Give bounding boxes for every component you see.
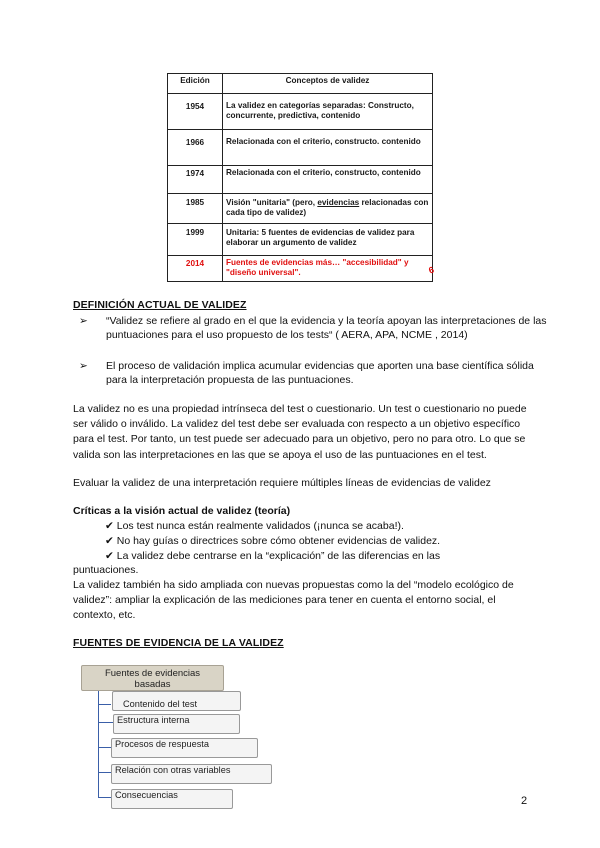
diagram-connector (98, 722, 113, 723)
table-cell-concept (223, 256, 436, 282)
check-item-text: No hay guías o directrices sobre cómo obtener evidencias de validez. (116, 535, 441, 547)
critiques-continuation: puntuaciones. (73, 564, 139, 576)
concept-text-part: Visión "unitaria" (pero, (226, 198, 318, 207)
diagram-node-structure: Estructura interna (113, 714, 240, 734)
concept-line: Unitaria: 5 fuentes de evidencias de validez para (226, 228, 415, 237)
validity-history-table (167, 73, 436, 282)
underlined-evidencias: evidencias (317, 198, 360, 207)
table-cell-year: 2014 (168, 256, 223, 282)
table-cell-concept: Relacionada con el criterio, constructo, contenido (223, 166, 433, 194)
table-row (168, 94, 433, 130)
check-item (105, 534, 440, 549)
diagram-connector (98, 704, 111, 705)
diagram-node-relation: Relación con otras variables (111, 764, 272, 784)
check-item-text: La validez debe centrarse en la “explicación” de las diferencias en las (116, 550, 441, 562)
table-cell-concept (223, 194, 433, 224)
critiques-heading: Críticas a la visión actual de validez (teoría) (73, 505, 291, 517)
diagram-node-consequences: Consecuencias (111, 789, 233, 809)
arrow-bullet-icon: ➢ (79, 315, 88, 327)
table-header-concepts: Conceptos de validez (223, 74, 433, 94)
check-item (105, 519, 404, 534)
table-cell-concept (223, 224, 433, 256)
table-row (168, 130, 433, 166)
validity-paragraph-2: Evaluar la validez de una interpretación requiere múltiples líneas de evidencias de validez (73, 477, 491, 489)
diagram-connector (98, 747, 111, 748)
ecological-model-paragraph: La validez también ha sido ampliada con nuevas propuestas como la del “modelo ecológico de validez”: ampliar la explicación de las mediciones para tener en cuenta el entorno social, el contexto, etc. (73, 579, 514, 622)
root-line: Fuentes de evidencias (104, 668, 201, 679)
table-cell-concept: Relacionada con el criterio, constructo. contenido (223, 130, 433, 166)
check-icon: ✔ (105, 535, 114, 547)
table-cell-concept: La validez en categorías separadas: Constructo, concurrente, predictiva, contenido (223, 94, 433, 130)
table-cell-year: 1985 (168, 194, 223, 224)
table-header-edition: Edición (168, 74, 223, 94)
table-cell-year: 1954 (168, 94, 223, 130)
check-icon: ✔ (105, 550, 114, 562)
section-heading-definition: DEFINICIÓN ACTUAL DE VALIDEZ (73, 299, 247, 311)
table-row (168, 194, 433, 224)
check-icon: ✔ (105, 520, 114, 532)
table-row (168, 224, 433, 256)
table-header-row (168, 74, 433, 94)
slide-number-mark: 6 (427, 264, 436, 276)
bullet-text: El proceso de validación implica acumular evidencias que aporten una base científica sólida para la interpretación propuesta de las puntuaciones. (106, 360, 534, 386)
table-cell-year: 1974 (168, 166, 223, 194)
table-cell-year: 1999 (168, 224, 223, 256)
concept-text: Fuentes de evidencias más… "accesibilidad" y "diseño universal". (226, 258, 409, 277)
bullet-item (79, 314, 549, 342)
table-cell-year: 1966 (168, 130, 223, 166)
diagram-node-processes: Procesos de respuesta (111, 738, 258, 758)
bullet-text: “Validez se refiere al grado en el que la evidencia y la teoría apoyan las interpretaciones de las puntuaciones para el uso propuesto de los tests“ ( AERA, APA, NCME , 2014) (106, 315, 547, 341)
concept-line: elaborar un argumento de validez (226, 237, 357, 247)
diagram-node-content: Contenido del test (112, 691, 241, 711)
table-row (168, 166, 433, 194)
section-heading-evidence-sources: FUENTES DE EVIDENCIA DE LA VALIDEZ (73, 637, 284, 649)
diagram-connector (98, 797, 111, 798)
diagram-root-node (81, 665, 224, 691)
table-row (168, 256, 433, 282)
check-item (105, 549, 440, 564)
validity-paragraph: La validez no es una propiedad intrínseca del test o cuestionario. Un test o cuestionario no puede ser válido o inválido. La validez del test debe ser evaluada con respecto a un objetivo específico para el test. Por tanto, un test puede ser adecuado para un objetivo, pero no para otro. Lo que se valida son las interpretaciones en las que se apoya el uso de las puntuaciones en el test. (73, 403, 527, 461)
arrow-bullet-icon: ➢ (79, 360, 88, 372)
check-item-text: Los test nunca están realmente validados (¡nunca se acaba!). (116, 520, 404, 532)
page-number: 2 (521, 795, 528, 807)
bullet-item (79, 359, 549, 387)
diagram-connector (98, 691, 99, 798)
root-line: basadas (134, 679, 171, 690)
concept-text-part: relacionadas con cada tipo de validez) (226, 198, 429, 217)
